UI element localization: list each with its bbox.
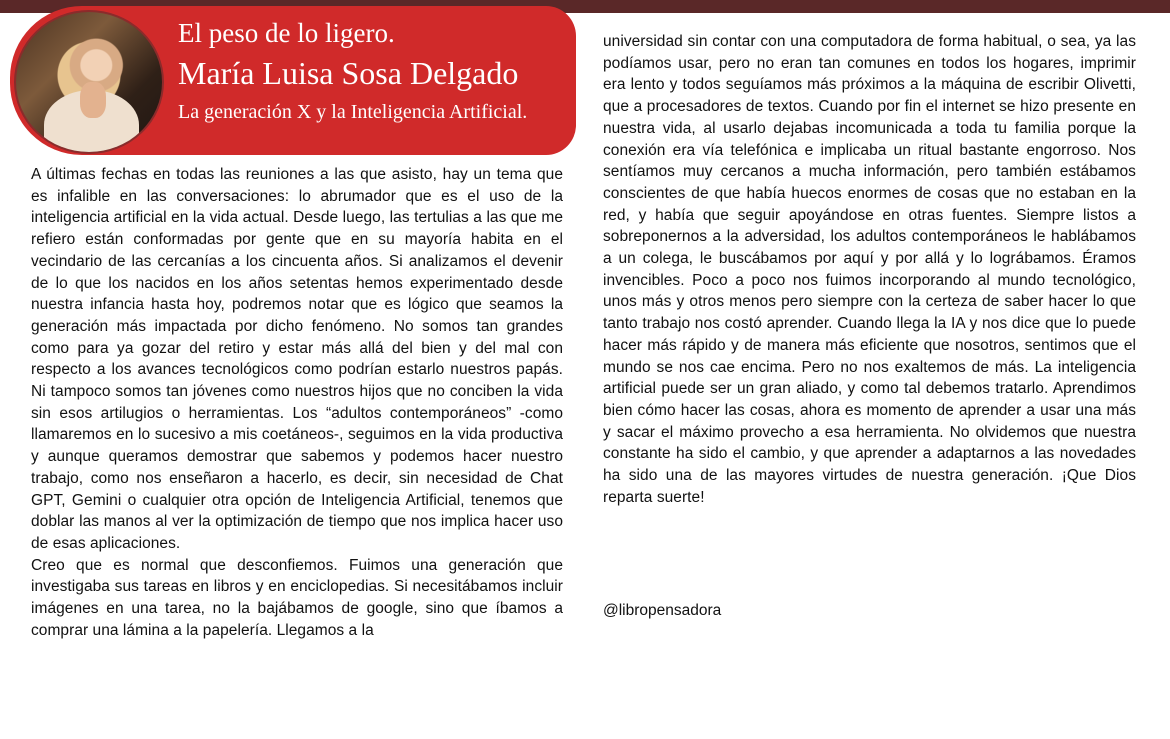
header-text — [178, 12, 558, 124]
left-paragraph-1: A últimas fechas en todas las reuniones a las que asisto, hay un tema que es infalible en las conversaciones: lo abrumador que es el uso de la inteligencia artificial en la vida actual. Desde luego, las tertulias a las que me refiero están conformadas por gente que en su mayoría habita en el vecindario de las cercanías a los cincuenta años. Si analizamos el devenir de lo que los nacidos en los años setentas hemos experimentado desde nuestra infancia hasta hoy, podremos notar que es lógico que seamos la generación más impactada por dicho fenómeno. No somos tan grandes como para ya gozar del retiro y estar más allá del bien y del mal con respecto a los avances tecnológicos como podrían estarlo nuestros papás. Ni tampoco somos tan jóvenes como nuestros hijos que no conciben la vida sin esos artilugios o herramientas. Los “adultos contemporáneos” -como llamaremos en lo sucesivo a mis coetáneos-, seguimos en la vida productiva y aunque queramos demostrar que sabemos y podemos hacer nuestro trabajo, como nos enseñaron a hacerlo, es decir, sin necesidad de Chat GPT, Gemini o cualquier otra opción de Inteligencia Artificial, tenemos que doblar las manos al ver la optimización de tiempo que nos implica hacer uso de esas aplicaciones. — [31, 166, 563, 552]
author-name: María Luisa Sosa Delgado — [178, 55, 519, 91]
author-photo-hand — [80, 82, 106, 118]
left-paragraph-2: Creo que es normal que desconfiemos. Fuimos una generación que investigaba sus tareas en libros y en enciclopedias. Si necesitábamos incluir imágenes en una tarea, no la bajábamos de google, sino que íbamos a comprar una lámina a la papelería. Llegamos a la — [31, 556, 563, 639]
article-subtitle: La generación X y la Inteligencia Artificial. — [178, 101, 528, 123]
author-photo — [14, 10, 164, 154]
column-title: El peso de lo ligero. — [178, 18, 395, 48]
article-right-column — [603, 31, 1136, 508]
signature: @libropensadora — [603, 602, 722, 619]
article-left-column — [31, 164, 563, 641]
right-paragraph-1: universidad sin contar con una computadora de forma habitual, o sea, ya las podíamos usar, pero no eran tan comunes en todos los hogares, imprimir era lento y todos seguíamos más próximos a la máquina de escribir Olivetti, que a procesadores de textos. Cuando por fin el internet se hizo presente en nuestra vida, al usarlo dejabas incomunicada a toda tu familia porque la conexión era vía telefónica e implicaba un ritual bastante engorroso. Nos sentíamos muy cercanos a mucha información, pero también estábamos conscientes de que había huecos enormes de cosas que no estaban en la red, y había que seguir apoyándose en otras fuentes. Siempre listos a sobreponernos a la adversidad, los adultos contemporáneos le hablábamos a un colega, le buscábamos por aquí y por allá y lo lográbamos. Éramos invencibles. Poco a poco nos fuimos incorporando al mundo tecnológico, unos más y otros menos pero siempre con la certeza de saber hacer lo que tanto trabajo nos costó aprender. Cuando llega la IA y nos dice que lo puede hacer más rápido y de manera más eficiente que nosotros, sentimos que el mundo se nos cae encima. Pero no nos exaltemos de más. La inteligencia artificial puede ser un gran aliado, y como tal debemos tratarlo. Aprendimos bien cómo hacer las cosas, ahora es momento de aprender a usar una más y sacar el máximo provecho a esa herramienta. No olvidemos que nuestra constante ha sido el cambio, y que aprender a adaptarnos a las novedades ha sido una de las mayores virtudes de nuestra generación. ¡Que Dios reparta suerte! — [603, 33, 1136, 506]
